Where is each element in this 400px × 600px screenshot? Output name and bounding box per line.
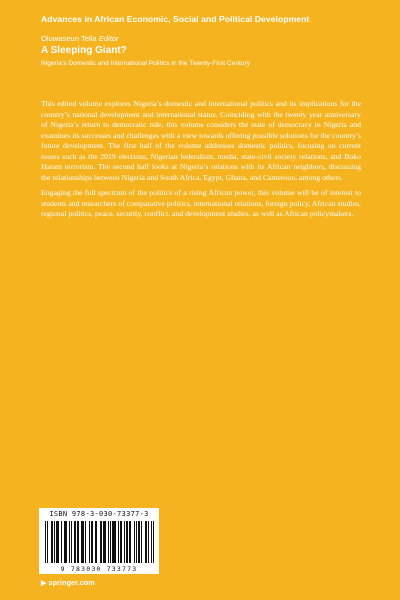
book-title: A Sleeping Giant? [41,45,127,56]
barcode-bars [45,521,153,563]
barcode-bar [153,521,154,563]
isbn-label: ISBN 978-3-030-73377-3 [49,510,149,518]
series-title: Advances in African Economic, Social and Political Development [41,14,310,24]
blurb-paragraph-1: This edited volume explores Nigeria’s domestic and international politics and its implications for the country’s national development and international status. Coinciding with the twenty year anniversary of Nigeria’s return to democratic rule, this volume considers the state of democracy in Nigeria and examines its successes and challenges with a view towards offering possible solutions for the country’s future development. The first half of the volume addresses domestic politics, focusing on current issues such as the 2019 elections, Nigerian federalism, media, state-civil society relations, and Boko Haram terrorism. The second half looks at Nigeria’s relations with its African neighbors, discussing the relationships between Nigeria and South Africa, Egypt, Ghana, and Cameroon, among others. [41,99,361,182]
publisher-url: springer.com [48,578,95,587]
book-subtitle: Nigeria’s Domestic and International Politics in the Twenty-First Century [41,60,251,67]
editor-line [41,34,119,43]
barcode-digits: 9 783030 733773 [60,565,138,573]
editor-name: Oluwaseun Tella [41,34,97,43]
editor-role: Editor [98,34,119,43]
blurb-paragraph-2: Engaging the full spectrum of the politics of a rising African power, this volume will be of interest to students and researchers of comparative politics, international relations, foreign policy, African studies, regional politics, peace, security, conflict, and development studies, as well as African policymakers. [41,188,361,219]
publisher-link[interactable] [41,578,95,587]
isbn-barcode-box [38,507,160,575]
blurb [41,99,361,225]
triangle-arrow-icon: ▶ [41,580,47,587]
